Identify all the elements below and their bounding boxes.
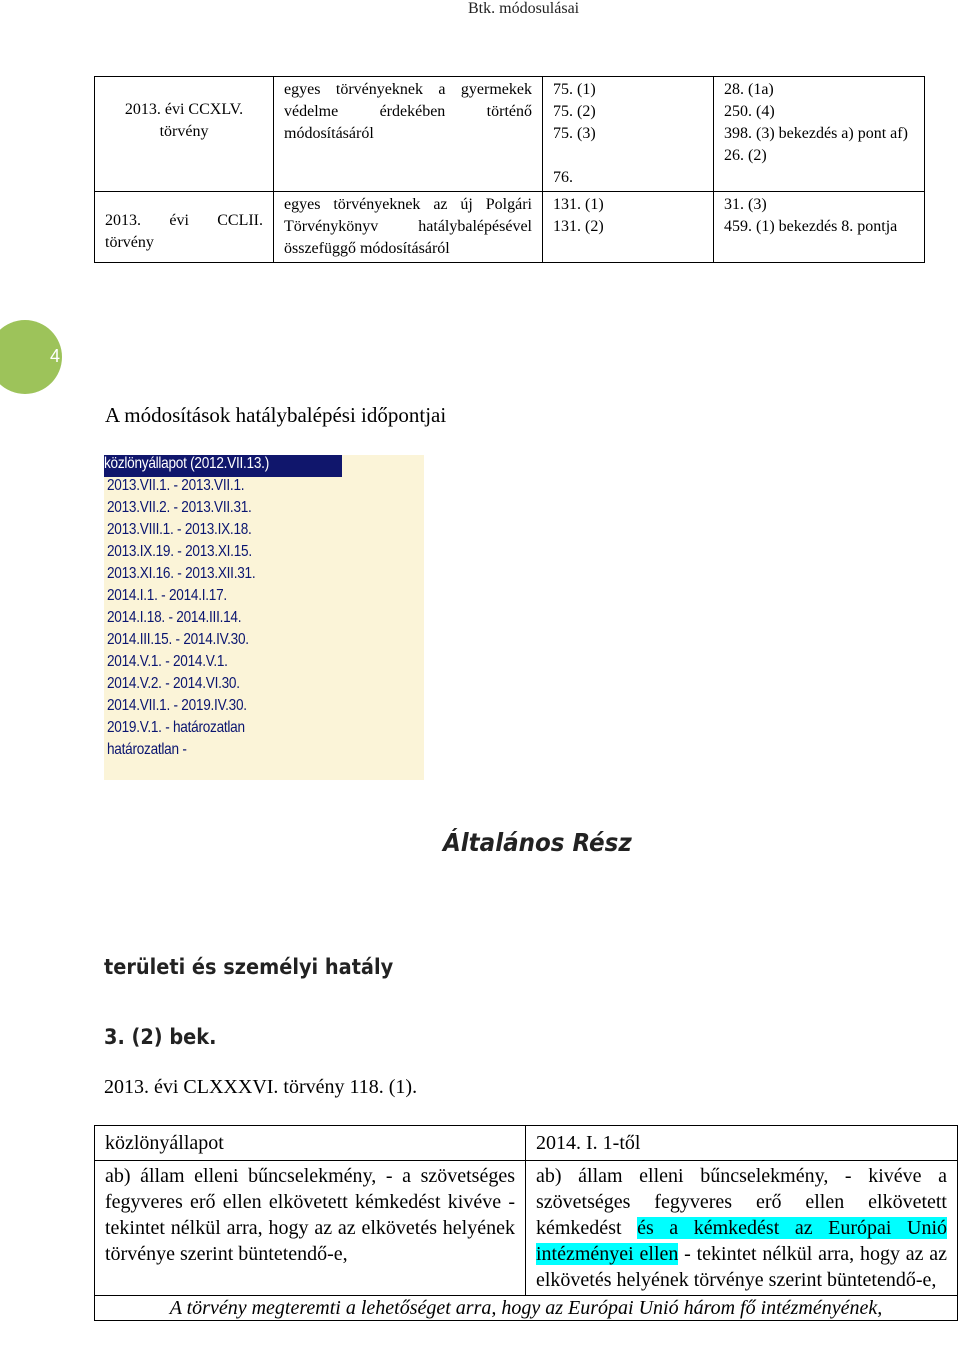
general-part-heading: Általános Rész: [443, 828, 632, 857]
date-list-item[interactable]: 2014.I.1. - 2014.I.17.: [107, 587, 227, 604]
effective-date-list: [104, 455, 424, 780]
section-item: 75. (2): [553, 103, 596, 120]
sections-cell: [543, 77, 714, 192]
highlighted-amendment: és a kémkedést az Európai Unió intézményei ellen: [536, 1217, 947, 1265]
amended-item: 459. (1) bekezdés 8. pontja: [724, 218, 898, 235]
comparison-table: [94, 1125, 958, 1321]
law-subject-cell: egyes törvényeknek a gyermekek védelme érdekében történő módosításáról: [274, 77, 543, 192]
scope-heading: területi és személyi hatály: [104, 955, 394, 979]
section-item: [553, 145, 703, 167]
date-list-item[interactable]: 2014.III.15. - 2014.IV.30.: [107, 631, 249, 648]
date-list-item[interactable]: 2014.VII.1. - 2019.IV.30.: [107, 697, 247, 714]
sections-cell: [543, 192, 714, 263]
date-list-item[interactable]: 2014.I.18. - 2014.III.14.: [107, 609, 242, 626]
section-item: 131. (1): [553, 196, 604, 213]
law-reference: 2013. évi CLXXXVI. törvény 118. (1).: [104, 1076, 418, 1098]
new-text-cell: ab) állam elleni bűncselekmény, - kivéve a szövetséges fegyveres erő ellen elkövetett kémkedést és a kémkedést az Európai Unió intézményei ellen - tekintet nélkül arra, hogy az az elkövetés helyének törvénye szerint büntetendő-e,: [526, 1161, 958, 1296]
page-header-title: Btk. módosulásai: [468, 0, 580, 17]
date-list-item[interactable]: 2013.VII.1. - 2013.VII.1.: [107, 477, 245, 494]
date-list-item[interactable]: 2013.VII.2. - 2013.VII.31.: [107, 499, 252, 516]
section-item: 76.: [553, 169, 573, 186]
amended-item: 26. (2): [724, 147, 767, 164]
section-item: 75. (3): [553, 125, 596, 142]
date-list-item[interactable]: 2013.VIII.1. - 2013.IX.18.: [107, 521, 252, 538]
column-header-old: közlönyállapot: [95, 1126, 526, 1161]
law-table: [94, 76, 925, 263]
table-row: [95, 1296, 958, 1321]
table-row: [95, 1161, 958, 1296]
amended-item: 398. (3) bekezdés a) pont af): [724, 125, 908, 142]
page-number-badge: [0, 320, 62, 394]
date-list-item[interactable]: 2014.V.1. - 2014.V.1.: [107, 653, 228, 670]
amended-cell: [714, 192, 925, 263]
amended-item: 31. (3): [724, 196, 767, 213]
date-list-item[interactable]: 2014.V.2. - 2014.VI.30.: [107, 675, 240, 692]
table-row: [95, 77, 925, 192]
paragraph-reference: 3. (2) bek.: [104, 1025, 217, 1049]
table-row: [95, 192, 925, 263]
date-list-item[interactable]: 2013.IX.19. - 2013.XI.15.: [107, 543, 252, 560]
table-header-row: [95, 1126, 958, 1161]
amended-cell: [714, 77, 925, 192]
law-subject-cell: egyes törvényeknek az új Polgári Törvénykönyv hatálybalépésével összefüggő módosításáról: [274, 192, 543, 263]
section-title: A módosítások hatálybalépési időpontjai: [105, 403, 447, 427]
date-list-selected-item[interactable]: közlönyállapot (2012.VII.13.): [104, 455, 342, 477]
law-name-cell: 2013. évi CCXLV. törvény: [95, 77, 274, 192]
section-item: 75. (1): [553, 81, 596, 98]
date-list-item[interactable]: határozatlan -: [107, 741, 187, 758]
section-item: 131. (2): [553, 218, 604, 235]
law-name-cell: 2013. évi CCLII. törvény: [95, 192, 274, 263]
old-text-cell: ab) állam elleni bűncselekmény, - a szövetséges fegyveres erő ellen elkövetett kémkedést kivéve - tekintet nélkül arra, hogy az az elkövetés helyének törvénye szerint büntetendő-e,: [95, 1161, 526, 1296]
footer-note: A törvény megteremti a lehetőséget arra, hogy az Európai Unió három fő intézményének,: [95, 1296, 958, 1321]
date-list-item[interactable]: 2013.XI.16. - 2013.XII.31.: [107, 565, 256, 582]
amended-item: 250. (4): [724, 103, 775, 120]
date-list-item[interactable]: 2019.V.1. - határozatlan: [107, 719, 245, 736]
page-number: 4: [50, 346, 61, 366]
amended-item: 28. (1a): [724, 81, 774, 98]
column-header-new: 2014. I. 1-től: [526, 1126, 958, 1161]
